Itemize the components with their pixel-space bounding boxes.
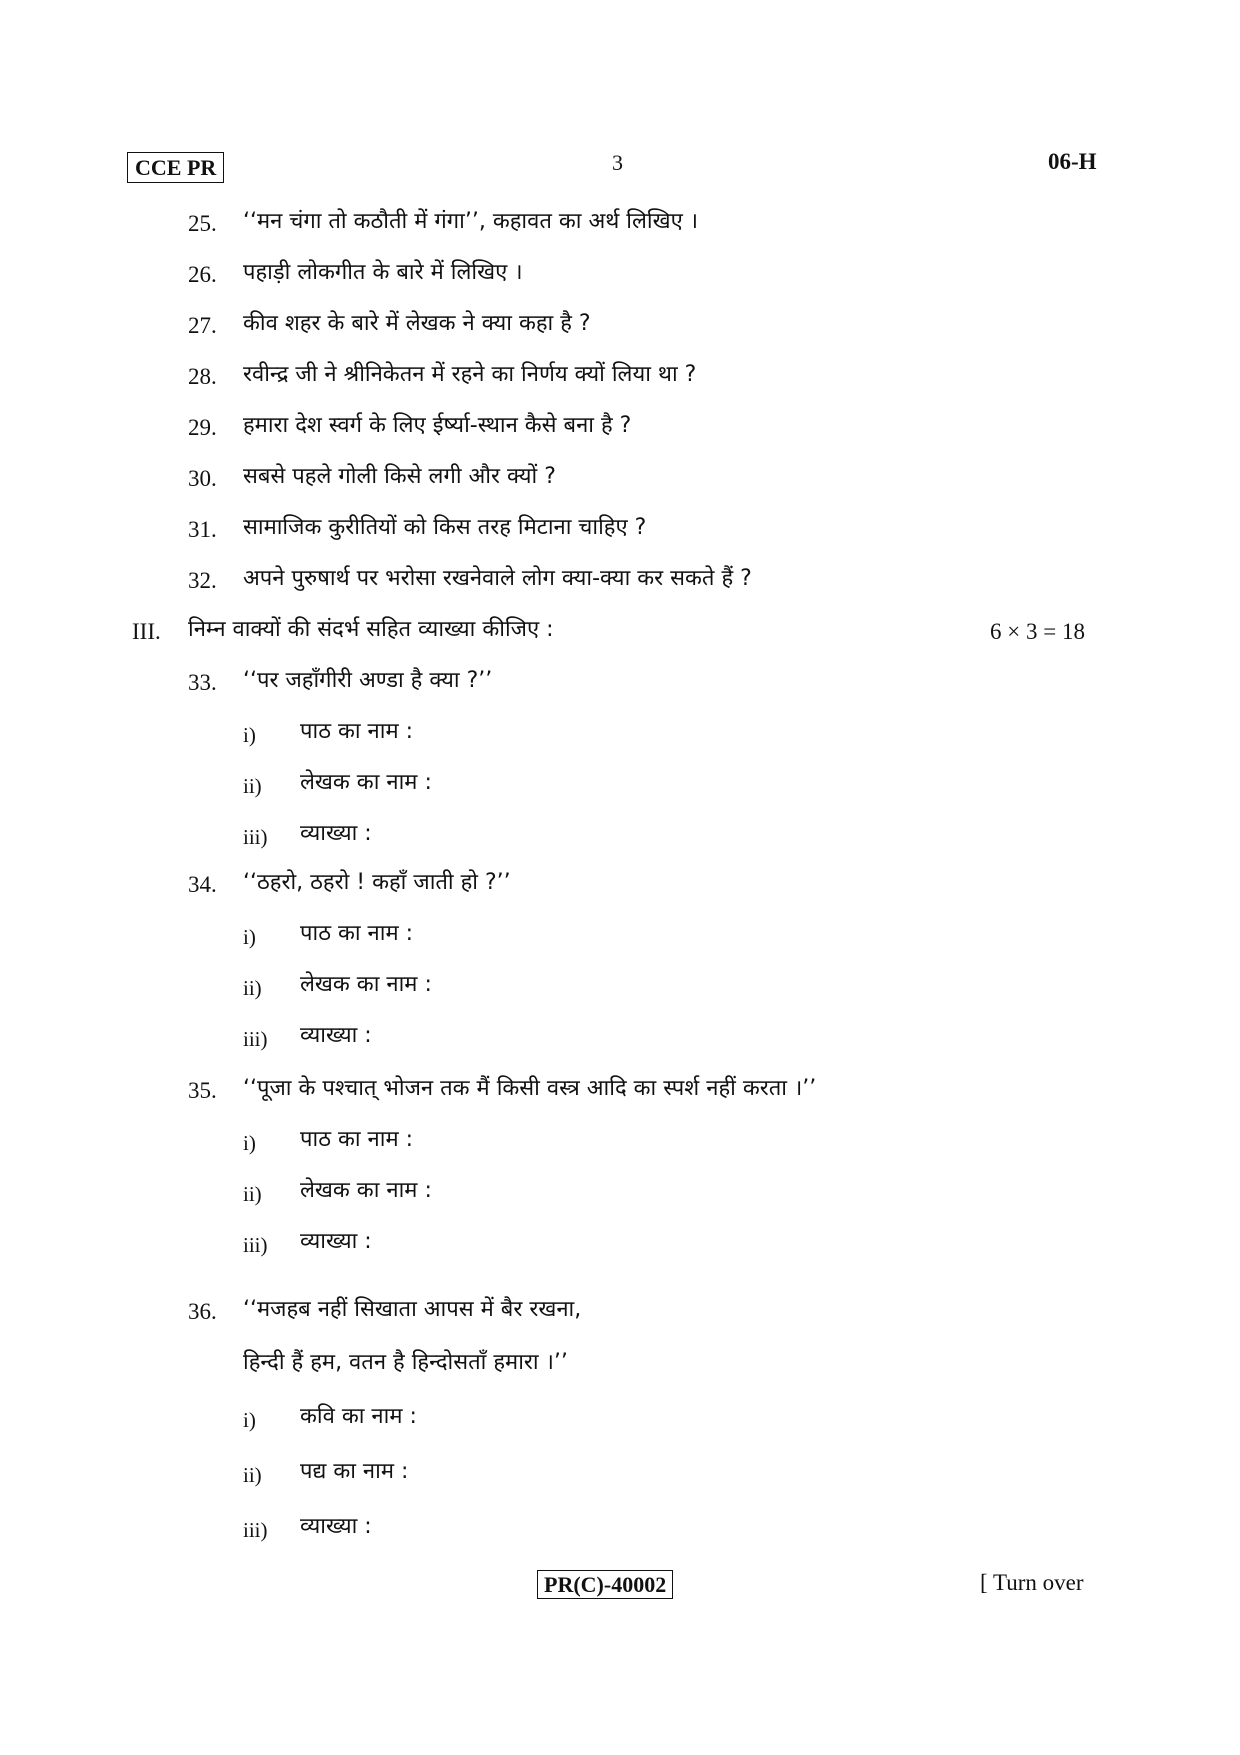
sub-question-text: लेखक का नाम : (300, 972, 432, 997)
paper-code: 06-H (1048, 149, 1097, 174)
sub-question-text: व्याख्या : (300, 1229, 372, 1254)
question-number: 28. (188, 364, 217, 389)
sub-question-text: लेखक का नाम : (300, 1178, 432, 1203)
sub-question-number: ii) (243, 976, 262, 1000)
question-text: ‘‘पूजा के पश्चात् भोजन तक मैं किसी वस्त्र आदि का स्पर्श नहीं करता ।’’ (243, 1076, 817, 1101)
sub-question-text: पाठ का नाम : (300, 719, 414, 744)
question-number: 32. (188, 568, 217, 593)
question-number: 30. (188, 466, 217, 491)
poem-line: हिन्दी हैं हम, वतन है हिन्दोसताँ हमारा ।’’ (243, 1350, 568, 1375)
question-text: ‘‘ठहरो, ठहरो ! कहाँ जाती हो ?’’ (243, 870, 511, 895)
sub-question-text: कवि का नाम : (300, 1404, 417, 1429)
question-number: 33. (188, 670, 217, 695)
poem-line: ‘‘मजहब नहीं सिखाता आपस में बैर रखना, (243, 1297, 582, 1322)
sub-question-number: ii) (243, 774, 262, 798)
sub-question-number: iii) (243, 825, 268, 849)
section-instruction: निम्न वाक्यों की संदर्भ सहित व्याख्या कीजिए : (188, 617, 554, 642)
sub-question-number: i) (243, 925, 256, 949)
sub-question-number: ii) (243, 1463, 262, 1487)
question-number: 29. (188, 415, 217, 440)
question-text: रवीन्द्र जी ने श्रीनिकेतन में रहने का निर्णय क्यों लिया था ? (243, 362, 697, 387)
sub-question-number: iii) (243, 1233, 268, 1257)
question-number: 27. (188, 313, 217, 338)
header-code-box: CCE PR (127, 152, 224, 183)
sub-question-text: व्याख्या : (300, 821, 372, 846)
question-number: 25. (188, 211, 217, 236)
question-text: अपने पुरुषार्थ पर भरोसा रखनेवाले लोग क्या-क्या कर सकते हैं ? (243, 566, 752, 591)
question-text: ‘‘पर जहाँगीरी अण्डा है क्या ?’’ (243, 668, 493, 693)
footer-code-box: PR(C)-40002 (537, 1570, 673, 1599)
question-text: सामाजिक कुरीतियों को किस तरह मिटाना चाहिए ? (243, 515, 647, 540)
question-text: पहाड़ी लोकगीत के बारे में लिखिए । (243, 260, 523, 285)
sub-question-text: व्याख्या : (300, 1514, 372, 1539)
question-number: 35. (188, 1078, 217, 1103)
question-number: 26. (188, 262, 217, 287)
section-marks: 6 × 3 = 18 (990, 619, 1085, 644)
sub-question-number: ii) (243, 1182, 262, 1206)
question-text: हमारा देश स्वर्ग के लिए ईर्ष्या-स्थान कैसे बना है ? (243, 413, 632, 438)
page-number: 3 (612, 150, 623, 175)
section-number: III. (132, 619, 161, 644)
sub-question-text: व्याख्या : (300, 1023, 372, 1048)
sub-question-text: लेखक का नाम : (300, 770, 432, 795)
sub-question-text: पाठ का नाम : (300, 1127, 414, 1152)
sub-question-text: पाठ का नाम : (300, 921, 414, 946)
sub-question-number: iii) (243, 1027, 268, 1051)
sub-question-text: पद्य का नाम : (300, 1459, 409, 1484)
question-text: ‘‘मन चंगा तो कठौती में गंगा’’, कहावत का अर्थ लिखिए । (243, 209, 699, 234)
question-text: सबसे पहले गोली किसे लगी और क्यों ? (243, 464, 556, 489)
question-text: कीव शहर के बारे में लेखक ने क्या कहा है ? (243, 311, 591, 336)
sub-question-number: i) (243, 723, 256, 747)
question-number: 31. (188, 517, 217, 542)
sub-question-number: iii) (243, 1518, 268, 1542)
question-number: 36. (188, 1299, 217, 1324)
turn-over-note: [ Turn over (980, 1570, 1084, 1595)
sub-question-number: i) (243, 1408, 256, 1432)
sub-question-number: i) (243, 1131, 256, 1155)
question-number: 34. (188, 872, 217, 897)
